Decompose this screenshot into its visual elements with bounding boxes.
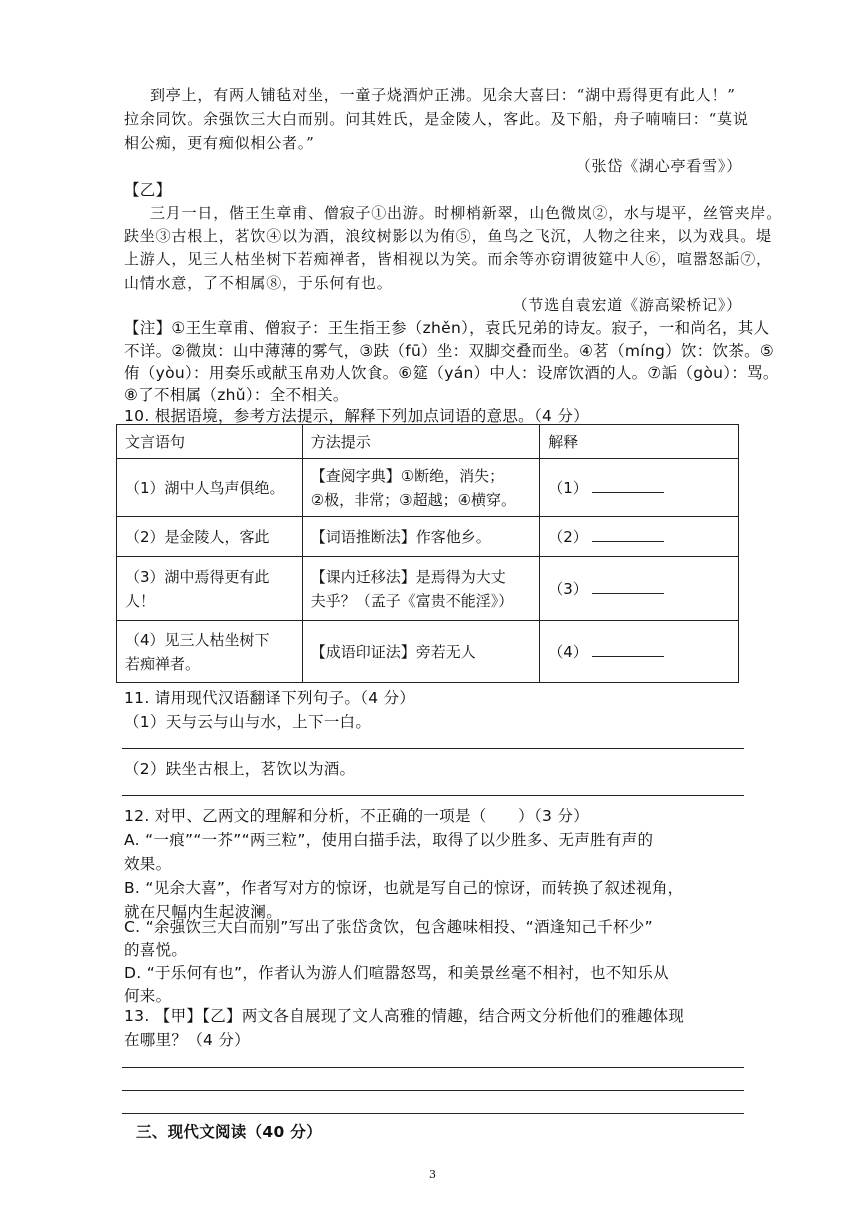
note-line-1: 【注】①王生章甫、僧寂子：王生指王参（zhěn），袁氏兄弟的诗友。寂子，一和尚名，其人 [124,319,770,337]
header-hint: 方法提示 [302,425,540,459]
passage-a-source: （张岱《湖心亭看雪》） [575,157,742,175]
q12-option-c-cont: 的喜悦。 [124,941,188,959]
answer-blank[interactable] [592,527,664,542]
hint-cell [302,517,540,557]
note-line-3: 侑（yòu）：用奏乐或献玉帛劝人饮食。⑥筵（yán）中人：设席饮酒的人。⑦詬（gòu）：骂。 [124,364,779,382]
q12-option-c: C. “余强饮三大白而别”写出了张岱贪饮，包含趣味相投、“酒逢知己千杯少” [124,918,653,936]
passage-a-line-3: 相公痴，更有痴似相公者。” [124,134,315,152]
q13-line-2: 在哪里？（4 分） [124,1031,250,1049]
hint-line: 【成语印证法】旁若无人 [310,642,476,661]
header-sentence: 文言语句 [117,425,303,459]
answer-label: （3） [548,579,588,598]
q11-title: 11. 请用现代汉语翻译下列句子。（4 分） [124,689,416,707]
sentence-line: 人！ [125,591,156,610]
sentence-cell [117,557,303,621]
table-row [117,517,739,557]
answer-label: （2） [548,527,588,546]
q11-item-1: （1）天与云与山与水，上下一白。 [124,713,372,731]
table-row [117,621,739,683]
note-line-2: 不详。②微岚：山中薄薄的雾气，③趺（fū）坐：双脚交叠而坐。④茗（míng）饮：饮茶。⑤ [124,342,775,360]
hint-cell [302,621,540,683]
sentence-line: （4）见三人枯坐树下 [125,630,270,649]
hint-line: 【课内迁移法】是焉得为大丈 [310,567,506,586]
table-header-row [117,425,739,459]
answer-blank[interactable] [592,579,664,594]
answer-line[interactable] [122,748,744,749]
vocab-table [116,424,739,683]
passage-b-line-2: 趺坐③古根上，茗饮④以为酒，浪纹树影以为侑⑤，鱼鸟之飞沉，人物之往来，以为戏具。堤 [124,227,772,245]
hint-line: 【词语推断法】作客他乡。 [310,527,491,546]
table-row [117,459,739,517]
hint-cell [302,557,540,621]
answer-cell[interactable] [540,459,739,517]
hint-line: 【查阅字典】①断绝，消失； [310,466,505,485]
answer-blank[interactable] [592,478,664,493]
answer-cell[interactable] [540,517,739,557]
table-row [117,557,739,621]
q13-line-1: 13. 【甲】【乙】两文各自展现了文人高雅的情趣，结合两文分析他们的雅趣体现 [124,1007,685,1025]
hint-line: ②极，非常；③超越；④横穿。 [310,490,517,509]
sentence-line: （2）是金陵人，客此 [125,527,270,546]
passage-b-label: 【乙】 [124,181,172,199]
hint-cell [302,459,540,517]
passage-b-line-4: 山情水意，了不相属⑧，于乐何有也。 [124,274,393,292]
q12-option-a-cont: 效果。 [124,855,172,873]
answer-blank[interactable] [592,642,664,657]
sentence-line: （3）湖中焉得更有此 [125,567,270,586]
note-line-4: ⑧了不相属（zhǔ）：全不相关。 [124,386,349,404]
answer-label: （4） [548,642,588,661]
q10-title: 10. 根据语境，参考方法提示，解释下列加点词语的意思。（4 分） [124,407,590,425]
sentence-cell [117,459,303,517]
answer-label: （1） [548,478,588,497]
passage-b-source: （节选自袁宏道《游高梁桥记》） [512,296,742,314]
answer-line[interactable] [122,795,744,796]
q12-option-d-cont: 何来。 [124,987,172,1005]
answer-line[interactable] [122,1090,744,1091]
sentence-cell [117,517,303,557]
answer-cell[interactable] [540,557,739,621]
passage-b-line-3: 上游人，见三人枯坐树下若痴禅者，皆相视以为笑。而余等亦窃谓彼筵中人⑥，喧嚣怒詬⑦， [124,250,772,268]
sentence-cell [117,621,303,683]
q12-option-b-cont: 就在尺幅内生起波澜。 [124,903,283,921]
header-answer: 解释 [540,425,739,459]
section-heading: 三、现代文阅读（40 分） [136,1123,322,1141]
sentence-line: 若痴禅者。 [125,654,201,673]
passage-b-line-1: 三月一日，偕王生章甫、僧寂子①出游。时柳梢新翠，山色微岚②，水与堤平，丝管夹岸。 [150,204,783,222]
q12-title: 12. 对甲、乙两文的理解和分析，不正确的一项是（ ）（3 分） [124,807,590,825]
q12-option-d: D. “于乐何有也”，作者认为游人们喧嚣怒骂，和美景丝毫不相衬，也不知乐从 [124,964,669,982]
q12-option-a: A. “一痕”“一芥”“两三粒”，使用白描手法，取得了以少胜多、无声胜有声的 [124,831,654,849]
q12-option-b: B. “见余大喜”，作者写对方的惊讶，也就是写自己的惊讶，而转换了叙述视角， [124,879,684,897]
answer-line[interactable] [122,1067,744,1068]
hint-line: 夫乎？（孟子《富贵不能淫》） [310,591,514,610]
q11-item-2: （2）趺坐古根上，茗饮以为酒。 [124,760,356,778]
answer-line[interactable] [122,1113,744,1114]
passage-a-line-1: 到亭上，有两人铺毡对坐，一童子烧酒炉正沸。见余大喜曰：“湖中焉得更有此人！” [150,86,736,104]
sentence-line: （1）湖中人鸟声俱绝。 [125,478,285,497]
passage-a-line-2: 拉余同饮。余强饮三大白而别。问其姓氏，是金陵人，客此。及下船，舟子喃喃曰：“莫说 [124,110,749,128]
page-number: 3 [429,1168,436,1181]
answer-cell[interactable] [540,621,739,683]
